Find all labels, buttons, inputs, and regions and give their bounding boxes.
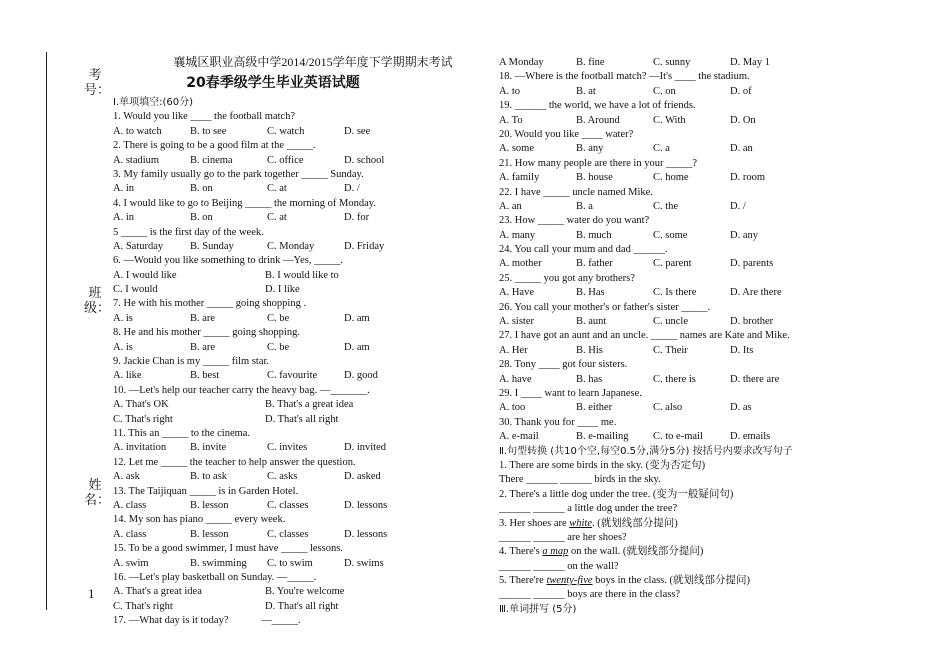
school-header: 襄城区职业高级中学2014/2015学年度下学期期末考试 <box>173 55 453 69</box>
question-21-text: 21. How many people are there in your _____? <box>499 157 697 169</box>
question-3-text: 3. My family usually go to the park together _____ Sunday. <box>113 168 364 180</box>
option: D. parents <box>730 258 774 270</box>
option: A. Her <box>499 344 528 356</box>
option: A. an <box>499 200 522 212</box>
question-19-options <box>499 114 939 128</box>
questions-1-16 <box>113 110 493 614</box>
transform-prompt: 5. There're <box>499 575 547 587</box>
option: B. His <box>576 344 603 356</box>
question-15-text: 15. To be a good swimmer, I must have _____ lessons. <box>113 543 343 555</box>
question-8-text: 8. He and his mother _____ going shopping. <box>113 327 300 339</box>
option: C. be <box>267 341 290 353</box>
question-11-options <box>113 441 493 455</box>
option: B. any <box>576 143 604 155</box>
option: D. invited <box>344 442 386 454</box>
binding-margin-line <box>46 52 111 610</box>
option: C. at <box>267 212 287 224</box>
question-9-text: 9. Jackie Chan is my _____ film star. <box>113 356 270 368</box>
option: D. as <box>730 402 752 414</box>
option: C. the <box>653 200 679 212</box>
option: D. / <box>344 183 360 195</box>
option: B. to see <box>190 125 227 137</box>
option: A. Saturday <box>113 240 164 252</box>
transform-answer-2: ______ ______ a little dog under the tree? <box>499 503 678 515</box>
option: A. family <box>499 172 540 184</box>
question-17-tail: —_____. <box>261 615 301 627</box>
question-24-text: 24. You call your mum and dad ______. <box>499 244 668 256</box>
option: D. / <box>730 200 746 212</box>
option: B. fine <box>576 57 605 68</box>
section-1-heading: Ⅰ.单项填空:(60分) <box>113 97 194 108</box>
option: A. to watch <box>113 125 162 137</box>
option: C. at <box>267 183 287 195</box>
question-22-options <box>499 200 939 214</box>
option: C. be <box>267 312 290 324</box>
question-12-text: 12. Let me _____ the teacher to help answer the question. <box>113 456 356 468</box>
question-17 <box>113 614 493 628</box>
option: B. Has <box>576 287 605 299</box>
transform-item-3 <box>499 517 939 531</box>
option: D. am <box>344 312 370 324</box>
option: D. Its <box>730 344 754 356</box>
transform-answer-3: ______ ______ are her shoes? <box>499 531 627 543</box>
option: C. a <box>653 143 670 155</box>
question-16-options <box>113 585 493 599</box>
transform-answer-1: There ______ ______ birds in the sky. <box>499 474 661 486</box>
option: D. see <box>344 125 371 137</box>
option: C. I would <box>113 284 158 296</box>
option: B. I would like to <box>265 269 339 281</box>
option: C. classes <box>267 528 309 540</box>
question-13-options <box>113 499 493 513</box>
question-14-options <box>113 528 493 542</box>
option: C. asks <box>267 471 298 483</box>
option: D. Friday <box>344 240 385 252</box>
sentence-transform-list <box>499 459 939 603</box>
option: A. is <box>113 312 133 324</box>
option: B. You're welcome <box>265 586 345 598</box>
left-column <box>113 54 493 628</box>
question-3-options <box>113 182 493 196</box>
option: A. class <box>113 528 147 540</box>
option: D. I like <box>265 284 300 296</box>
question-20-text: 20. Would you like ____ water? <box>499 128 634 140</box>
transform-item-4 <box>499 545 939 559</box>
question-28-options <box>499 373 939 387</box>
option: A. e-mail <box>499 431 539 443</box>
option: B. best <box>190 370 220 382</box>
option: A. to <box>499 85 520 97</box>
option: B. cinema <box>190 154 233 166</box>
question-1-options <box>113 125 493 139</box>
underlined-word: white <box>569 517 593 529</box>
transform-prompt: 4. There's <box>499 546 543 558</box>
question-27-options <box>499 344 939 358</box>
question-26-options <box>499 315 939 329</box>
question-6-options <box>113 269 493 283</box>
option: D. That's all right <box>265 600 339 612</box>
question-12-options <box>113 470 493 484</box>
option: A. ask <box>113 471 140 483</box>
question-17-options <box>499 56 939 70</box>
option: C. That's right <box>113 600 173 612</box>
question-21-options <box>499 171 939 185</box>
transform-instruction: . (就划线部分提问) <box>592 517 678 529</box>
option: A. class <box>113 499 147 511</box>
option: A. like <box>113 370 142 382</box>
option: C. favourite <box>267 370 318 382</box>
option: B. father <box>576 258 613 270</box>
transform-instruction: on the wall. (就划线部分提问) <box>568 546 704 558</box>
question-30-options <box>499 430 939 444</box>
transform-instruction: boys in the class. (就划线部分提问) <box>592 575 751 587</box>
underlined-word: a map <box>542 546 569 558</box>
underlined-word: twenty-five <box>546 575 593 587</box>
question-30-text: 30. Thank you for ____ me. <box>499 416 617 428</box>
question-17-text: 17. —What day is it today? <box>113 615 229 627</box>
option: D. of <box>730 85 752 97</box>
option: D. good <box>344 370 378 382</box>
option: B. aunt <box>576 316 607 328</box>
option: B. Around <box>576 114 620 126</box>
question-25-options <box>499 286 939 300</box>
question-2-options <box>113 154 493 168</box>
option: D. school <box>344 154 385 166</box>
option: D. Are there <box>730 287 782 299</box>
transform-answer-4: ______ ______ on the wall? <box>499 560 619 572</box>
right-column <box>499 56 939 617</box>
option: A. I would like <box>113 269 177 281</box>
option: C. That's right <box>113 413 173 425</box>
option: A. in <box>113 212 134 224</box>
option: A. have <box>499 373 532 385</box>
option: B. to ask <box>190 471 228 483</box>
option: A. sister <box>499 316 534 328</box>
question-8-options <box>113 341 493 355</box>
question-23-options <box>499 229 939 243</box>
question-4-text: 4. I would like to go to Beijing _____ the morning of Monday. <box>113 197 376 209</box>
option: A. invitation <box>113 442 167 454</box>
question-16-text: 16. —Let's play basketball on Sunday. —_____. <box>113 571 317 583</box>
question-6-text: 6. —Would you like something to drink —Yes, _____. <box>113 255 343 267</box>
transform-item-5 <box>499 574 939 588</box>
question-29-options <box>499 401 939 415</box>
option: C. some <box>653 229 688 241</box>
question-11-text: 11. This an _____ to the cinema. <box>113 427 251 439</box>
option: C. parent <box>653 258 692 270</box>
option: D. May 1 <box>730 57 770 68</box>
option: D. an <box>730 143 753 155</box>
option: A Monday <box>499 57 544 68</box>
option: B. Sunday <box>190 240 234 252</box>
question-10-options-2 <box>113 413 493 427</box>
option: C. classes <box>267 499 309 511</box>
section-3-heading: Ⅲ.单词拼写 (5分) <box>499 603 577 615</box>
option: B. has <box>576 373 603 385</box>
option: C. office <box>267 154 304 166</box>
question-5-text: 5 _____ is the first day of the week. <box>113 226 264 238</box>
option: B. That's a great idea <box>265 399 354 411</box>
option: D. swims <box>344 557 384 569</box>
option: C. home <box>653 172 689 184</box>
questions-17-30 <box>499 56 939 445</box>
option: A. That's OK <box>113 399 169 411</box>
transform-item-2 <box>499 488 939 502</box>
question-7-options <box>113 312 493 326</box>
option: B. e-mailing <box>576 431 629 443</box>
question-23-text: 23. How _____ water do you want? <box>499 215 650 227</box>
option: D. lessons <box>344 528 388 540</box>
option: A. mother <box>499 258 542 270</box>
option: C. to swim <box>267 557 313 569</box>
option: D. emails <box>730 431 771 443</box>
question-27-text: 27. I have got an aunt and an uncle. _____ names are Kate and Mike. <box>499 330 790 342</box>
option: A. To <box>499 114 523 126</box>
option: B. lesson <box>190 528 229 540</box>
question-18-text: 18. —Where is the football match? —It's ____ the stadium. <box>499 71 750 83</box>
option: B. on <box>190 212 213 224</box>
question-28-text: 28. Tony ____ got four sisters. <box>499 359 628 371</box>
option: D. That's all right <box>265 413 339 425</box>
option: B. are <box>190 312 216 324</box>
option: C. also <box>653 402 683 414</box>
question-5-options <box>113 240 493 254</box>
option: D. lessons <box>344 499 388 511</box>
option: B. house <box>576 172 613 184</box>
option: C. watch <box>267 125 305 137</box>
question-29-text: 29. I ____ want to learn Japanese. <box>499 387 642 399</box>
name-label: 姓名： <box>84 478 111 508</box>
question-15-options <box>113 557 493 571</box>
option: B. lesson <box>190 499 229 511</box>
option: B. a <box>576 200 593 212</box>
option: D. there are <box>730 373 780 385</box>
exam-title: 20春季级学生毕业英语试题 <box>186 75 360 91</box>
question-10-options <box>113 398 493 412</box>
question-2-text: 2. There is going to be a good film at the _____. <box>113 140 316 152</box>
option: C. uncle <box>653 316 688 328</box>
question-26-text: 26. You call your mother's or father's sister _____. <box>499 301 711 313</box>
option: B. either <box>576 402 613 414</box>
option: C. to e-mail <box>653 431 703 443</box>
option: A. some <box>499 143 534 155</box>
question-1-text: 1. Would you like ____ the football match? <box>113 111 296 123</box>
exam-number-label: 考号： <box>84 68 111 98</box>
question-9-options <box>113 369 493 383</box>
question-6-options-2 <box>113 283 493 297</box>
question-20-options <box>499 142 939 156</box>
option: D. for <box>344 212 370 224</box>
option: C. sunny <box>653 57 691 68</box>
option: C. invites <box>267 442 308 454</box>
option: C. there is <box>653 373 696 385</box>
option: C. Monday <box>267 240 315 252</box>
option: D. On <box>730 114 756 126</box>
question-25-text: 25. _____ you got any brothers? <box>499 272 635 284</box>
option: C. Their <box>653 344 688 356</box>
option: D. any <box>730 229 758 241</box>
option: D. asked <box>344 471 381 483</box>
question-19-text: 19. ______ the world, we have a lot of friends. <box>499 100 696 112</box>
transform-answer-5: ______ ______ boys are there in the class? <box>499 589 681 601</box>
option: A. too <box>499 402 526 414</box>
question-14-text: 14. My son has piano _____ every week. <box>113 514 286 526</box>
option: B. much <box>576 229 612 241</box>
question-13-text: 13. The Taijiquan _____ is in Garden Hotel. <box>113 485 299 497</box>
option: C. With <box>653 114 686 126</box>
page-mark: 1 <box>88 586 95 601</box>
class-label: 班级： <box>84 286 111 316</box>
option: B. are <box>190 341 216 353</box>
question-22-text: 22. I have _____ uncle named Mike. <box>499 186 653 198</box>
option: D. am <box>344 341 370 353</box>
option: B. on <box>190 183 213 195</box>
option: A. in <box>113 183 134 195</box>
transform-prompt: 2. There's a little dog under the tree. (变为一般疑问句) <box>499 488 734 500</box>
option: A. That's a great idea <box>113 586 202 598</box>
option: B. swimming <box>190 557 247 569</box>
question-16-options-2 <box>113 600 493 614</box>
option: A. is <box>113 341 133 353</box>
transform-prompt: 1. There are some birds in the sky. (变为否定句) <box>499 459 706 471</box>
option: A. many <box>499 229 536 241</box>
question-7-text: 7. He with his mother _____ going shopping . <box>113 298 307 310</box>
section-2-heading: Ⅱ.句型转换 (共10个空,每空0.5分,满分5分) 按括号内要求改写句子 <box>499 445 793 457</box>
option: C. Is there <box>653 287 697 299</box>
option: B. invite <box>190 442 227 454</box>
question-4-options <box>113 211 493 225</box>
option: C. on <box>653 85 676 97</box>
option: D. room <box>730 172 765 184</box>
option: A. Have <box>499 287 534 299</box>
option: A. stadium <box>113 154 160 166</box>
question-24-options <box>499 257 939 271</box>
option: A. swim <box>113 557 149 569</box>
option: B. at <box>576 85 596 97</box>
option: D. brother <box>730 316 774 328</box>
question-10-text: 10. —Let's help our teacher carry the heavy bag. —_______. <box>113 384 370 396</box>
transform-prompt: 3. Her shoes are <box>499 517 570 529</box>
transform-item-1 <box>499 459 939 473</box>
question-18-options <box>499 85 939 99</box>
